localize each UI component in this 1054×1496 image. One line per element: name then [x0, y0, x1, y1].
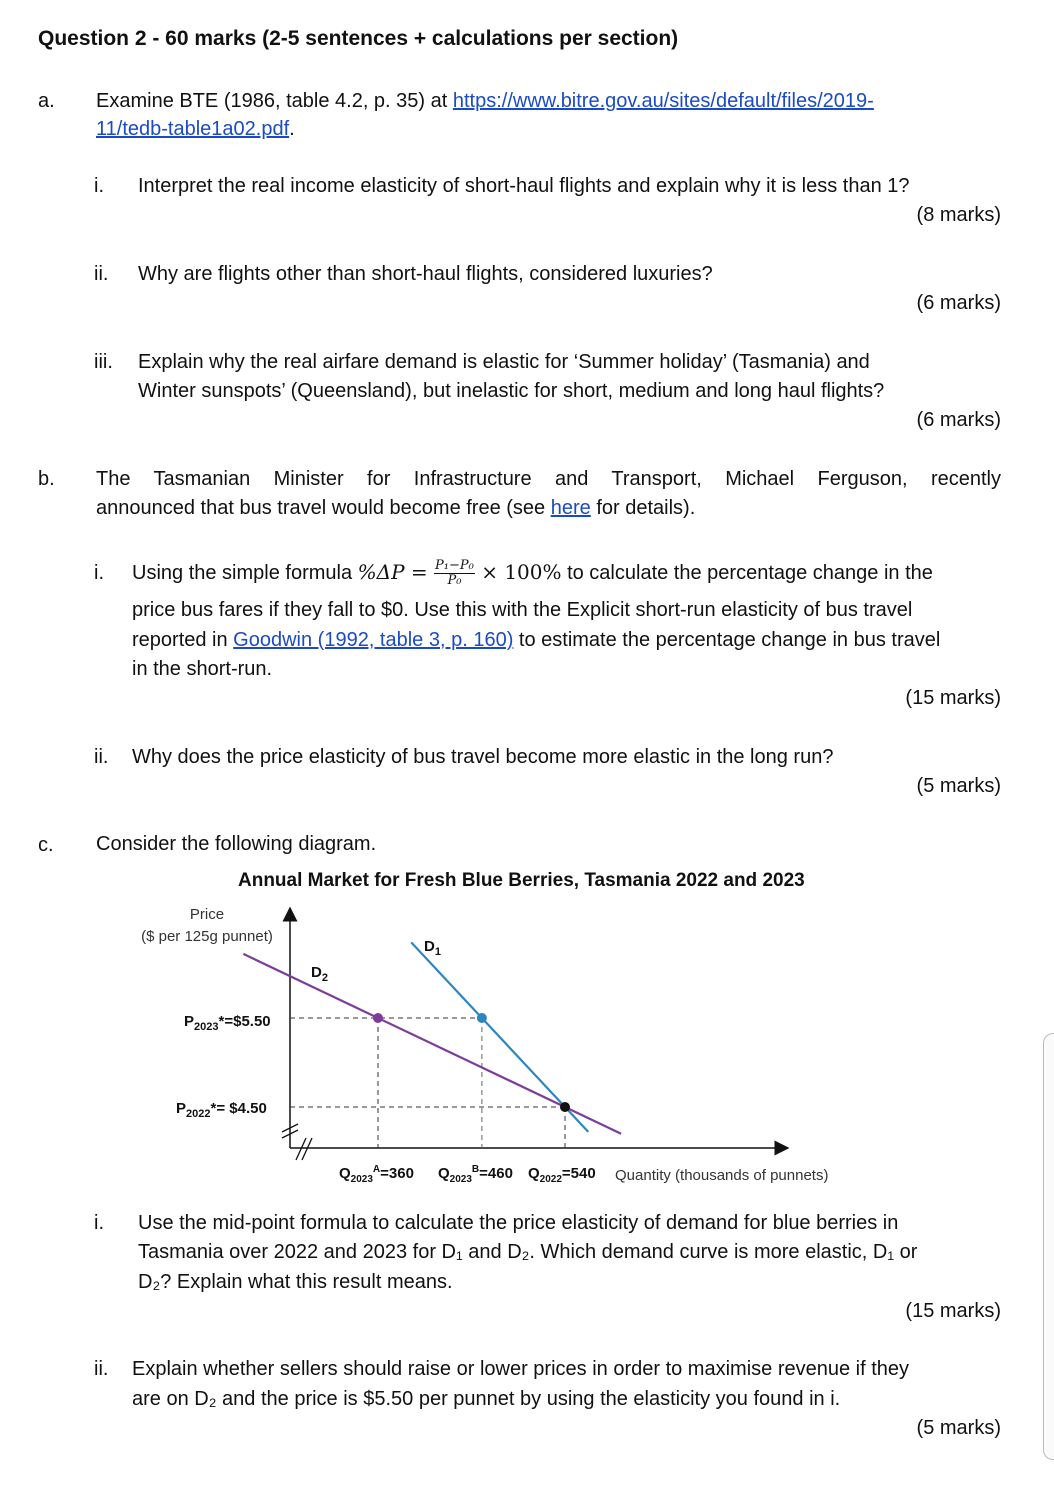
item-a-i-text: Interpret the real income elasticity of short-haul flights and explain why it is less than 1? — [138, 175, 910, 197]
q2023a-label — [339, 1164, 414, 1185]
y-axis-label-line1: Price — [189, 906, 225, 923]
item-c-ii-marks: (5 marks) — [916, 1417, 1001, 1439]
d2-sub: 2 — [321, 972, 328, 984]
section-a-label: a. — [38, 90, 55, 112]
q2022-sub: 2022 — [539, 1174, 562, 1185]
p2022-suffix: *= $4.50 — [210, 1100, 267, 1117]
d1-point-2023 — [477, 1013, 487, 1023]
question-title: Question 2 - 60 marks (2-5 sentences + calculations per section) — [38, 27, 679, 50]
q2023a-suffix: =360 — [380, 1165, 414, 1182]
section-a-intro-text: Examine BTE (1986, table 4.2, p. 35) at — [96, 90, 453, 112]
item-c-ii-label: ii. — [94, 1358, 109, 1380]
section-c-intro: Consider the following diagram. — [96, 833, 377, 855]
q2023b-suffix: =460 — [479, 1165, 513, 1182]
formula-lhs: %ΔP = — [357, 560, 435, 584]
p2022-label — [176, 1100, 267, 1120]
item-b-ii-marks: (5 marks) — [916, 775, 1001, 797]
d1-sub: 1 — [434, 946, 441, 958]
p2022-prefix: P — [176, 1100, 187, 1117]
equilibrium-point-2022 — [560, 1102, 570, 1112]
formula-numerator: P₁−P₀ — [435, 558, 474, 574]
item-b-ii-text: Why does the price elasticity of bus travel become more elastic in the long run? — [132, 746, 834, 768]
here-link[interactable]: here — [550, 497, 591, 519]
p2023-prefix: P — [184, 1013, 195, 1030]
item-a-ii-text: Why are flights other than short-haul flights, considered luxuries? — [138, 263, 713, 285]
q2022-prefix: Q — [528, 1165, 540, 1182]
item-b-i-label: i. — [94, 562, 104, 584]
formula-suffix: to calculate the percentage change in the — [561, 562, 933, 584]
section-b-line1: The Tasmanian Minister for Infrastructure and Transport, Michael Ferguson, recently — [96, 468, 1001, 490]
bitre-link-line2[interactable]: 11/tedb-table1a02.pdf — [96, 118, 290, 140]
q2023b-sub: 2023 — [449, 1174, 472, 1185]
goodwin-link[interactable]: Goodwin (1992, table 3, p. 160) — [233, 629, 514, 651]
section-b-line2-suffix: for details). — [590, 497, 696, 519]
scrollbar[interactable] — [1043, 1033, 1054, 1460]
item-a-ii-marks: (6 marks) — [916, 292, 1001, 314]
q2022-label — [528, 1165, 596, 1185]
x-axis-break-icon — [296, 1138, 312, 1160]
d2-main: D — [311, 964, 322, 981]
q2022-suffix: =540 — [561, 1165, 596, 1182]
p2023-label — [184, 1013, 271, 1033]
x-axis-label: Quantity (thousands of punnets) — [615, 1167, 829, 1184]
item-c-ii-line1: Explain whether sellers should raise or lower prices in order to maximise revenue if they — [132, 1358, 910, 1380]
bitre-link-line1[interactable]: https://www.bitre.gov.au/sites/default/files/2019- — [452, 90, 874, 112]
p2022-sub: 2022 — [186, 1108, 211, 1120]
q2023a-prefix: Q — [339, 1165, 351, 1182]
item-a-iii-line1: Explain why the real airfare demand is elastic for ‘Summer holiday’ (Tasmania) and — [138, 351, 870, 373]
item-c-i-line2: Tasmania over 2022 and 2023 for D₁ and D₂. Which demand curve is more elastic, D₁ or — [138, 1241, 918, 1263]
q2023b-sup: B — [471, 1164, 480, 1175]
section-b-line2-text: announced that bus travel would become free (see — [96, 497, 551, 519]
item-c-i-line3: D₂? Explain what this result means. — [138, 1271, 453, 1293]
item-a-iii-marks: (6 marks) — [916, 409, 1001, 431]
section-c-label: c. — [38, 834, 54, 856]
y-axis-label-line2: ($ per 125g punnet) — [141, 928, 273, 945]
item-a-iii-line2: Winter sunspots’ (Queensland), but inelastic for short, medium and long haul flights? — [138, 380, 885, 402]
d2-curve-label — [311, 964, 328, 984]
q2023a-sub: 2023 — [350, 1174, 373, 1185]
item-b-ii-label: ii. — [94, 746, 109, 768]
item-b-i-line3-suffix: to estimate the percentage change in bus travel — [513, 629, 941, 651]
chart-title: Annual Market for Fresh Blue Berries, Tasmania 2022 and 2023 — [238, 870, 805, 891]
formula-rhs: × 100% — [474, 560, 562, 584]
item-c-ii-line2: are on D₂ and the price is $5.50 per punnet by using the elasticity you found in i. — [132, 1388, 841, 1410]
item-a-ii-label: ii. — [94, 263, 109, 285]
p2023-sub: 2023 — [194, 1021, 219, 1033]
q2023b-prefix: Q — [438, 1165, 450, 1182]
item-c-i-marks: (15 marks) — [905, 1300, 1001, 1322]
p2023-suffix: *=$5.50 — [218, 1013, 271, 1030]
link-suffix: . — [289, 118, 295, 140]
d2-point-2023 — [373, 1013, 383, 1023]
item-a-i-label: i. — [94, 175, 104, 197]
item-b-i-line2: price bus fares if they fall to $0. Use this with the Explicit short-run elasticity of bus travel — [132, 599, 913, 621]
item-c-i-label: i. — [94, 1212, 104, 1234]
section-b-label: b. — [38, 468, 55, 490]
item-a-iii-label: iii. — [94, 351, 113, 373]
item-b-i-marks: (15 marks) — [905, 687, 1001, 709]
q2023a-sup: A — [372, 1164, 381, 1175]
d1-main: D — [424, 938, 435, 955]
q2023b-label — [438, 1164, 513, 1185]
formula-intro: Using the simple formula — [132, 562, 358, 584]
formula-denominator: P₀ — [447, 573, 462, 589]
item-a-i-marks: (8 marks) — [916, 204, 1001, 226]
item-b-i-line4: in the short-run. — [132, 658, 273, 680]
d1-curve-label — [424, 938, 441, 958]
item-c-i-line1: Use the mid-point formula to calculate the price elasticity of demand for blue berries in — [138, 1212, 899, 1234]
item-b-i-line3-text: reported in — [132, 629, 234, 651]
